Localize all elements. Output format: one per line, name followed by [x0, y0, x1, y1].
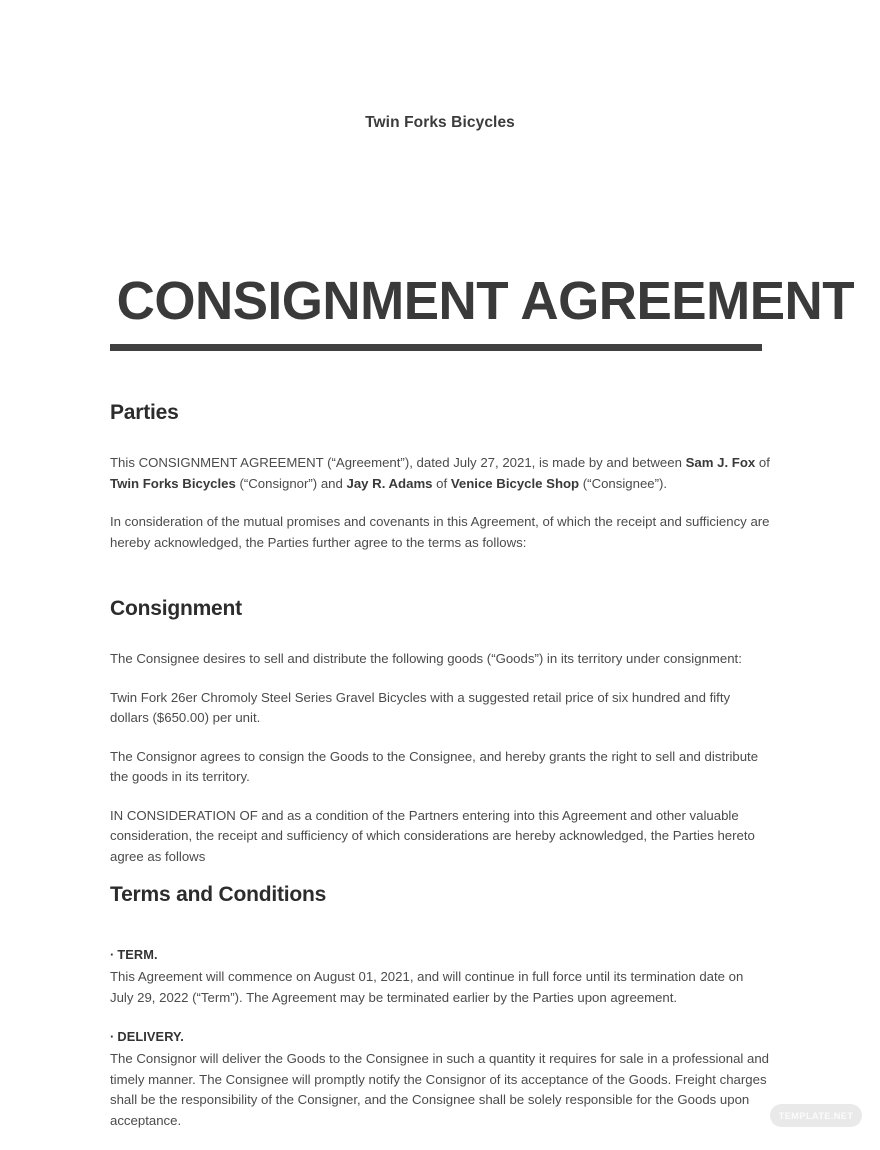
title-divider-rule [110, 344, 762, 351]
parties-p1-suffix: (“Consignee”). [579, 475, 668, 491]
section-heading-terms: Terms and Conditions [110, 883, 327, 906]
section-heading-consignment: Consignment [110, 597, 242, 620]
clause-delivery [110, 1027, 770, 1131]
clause-title-term [110, 945, 770, 964]
clause-title-delivery [110, 1027, 770, 1046]
template-watermark [770, 1104, 862, 1127]
bullet-icon: · [110, 947, 115, 962]
clause-label-delivery: DELIVERY. [117, 1029, 184, 1044]
parties-paragraph-1 [110, 453, 770, 494]
clause-label-term: TERM. [117, 947, 158, 962]
document-header [0, 114, 880, 132]
consignor-person-name: Sam J. Fox [685, 455, 756, 470]
clause-body-delivery: The Consignor will deliver the Goods to the Consignee in such a quantity it requires for sale in a professional and timely manner. The Consignee will promptly notify the Consignor of its acceptance of the Goods. Freight charges shall be the responsibility of the Consigner, and the Consignee shall be solely responsible for the Goods upon acceptance. [110, 1051, 770, 1128]
consignment-paragraph-2: Twin Fork 26er Chromoly Steel Series Gravel Bicycles with a suggested retail price of six hundred and fifty dollars ($650.00) per unit. [110, 689, 731, 725]
parties-p1-mid2: (“Consignor”) and [235, 475, 347, 491]
bullet-icon: · [110, 1029, 115, 1044]
consignor-company-name: Twin Forks Bicycles [110, 475, 236, 491]
clause-term [110, 945, 770, 1008]
clause-body-term: This Agreement will commence on August 01, 2021, and will continue in full force until its termination date on July 29, 2022 (“Term”). The Agreement may be terminated earlier by the Parties upon agreement. [110, 969, 744, 1005]
section-consignment [110, 596, 770, 867]
consignee-person-name: Jay R. Adams [346, 475, 433, 491]
consignment-paragraph-3: The Consignor agrees to consign the Goods to the Consignee, and hereby grants the right to sell and distribute the goods in its territory. [110, 748, 759, 784]
company-name: Twin Forks Bicycles [365, 114, 515, 131]
consignment-paragraph-1: The Consignee desires to sell and distribute the following goods (“Goods”) in its territory under consignment: [110, 651, 742, 666]
section-heading-parties: Parties [110, 401, 179, 424]
parties-p1-prefix: This CONSIGNMENT AGREEMENT (“Agreement”), dated July 27, 2021, is made by and between [110, 455, 686, 470]
section-parties [110, 400, 770, 553]
consignee-company-name: Venice Bicycle Shop [450, 475, 580, 491]
parties-p1-mid3: of [432, 475, 451, 491]
watermark-label: TEMPLATE.NET [778, 1110, 854, 1121]
consignment-paragraph-4: IN CONSIDERATION OF and as a condition of the Partners entering into this Agreement and other valuable consideration, the receipt and sufficiency of which considerations are hereby acknowledged, the Parties hereto agree as follows [110, 807, 755, 864]
parties-p1-mid1: of [755, 455, 770, 470]
section-terms-and-conditions [110, 882, 770, 1150]
parties-paragraph-2: In consideration of the mutual promises and covenants in this Agreement, of which the receipt and sufficiency are hereby acknowledged, the Parties further agree to the terms as follows: [110, 514, 770, 550]
document-title: CONSIGNMENT AGREEMENT [116, 271, 855, 331]
